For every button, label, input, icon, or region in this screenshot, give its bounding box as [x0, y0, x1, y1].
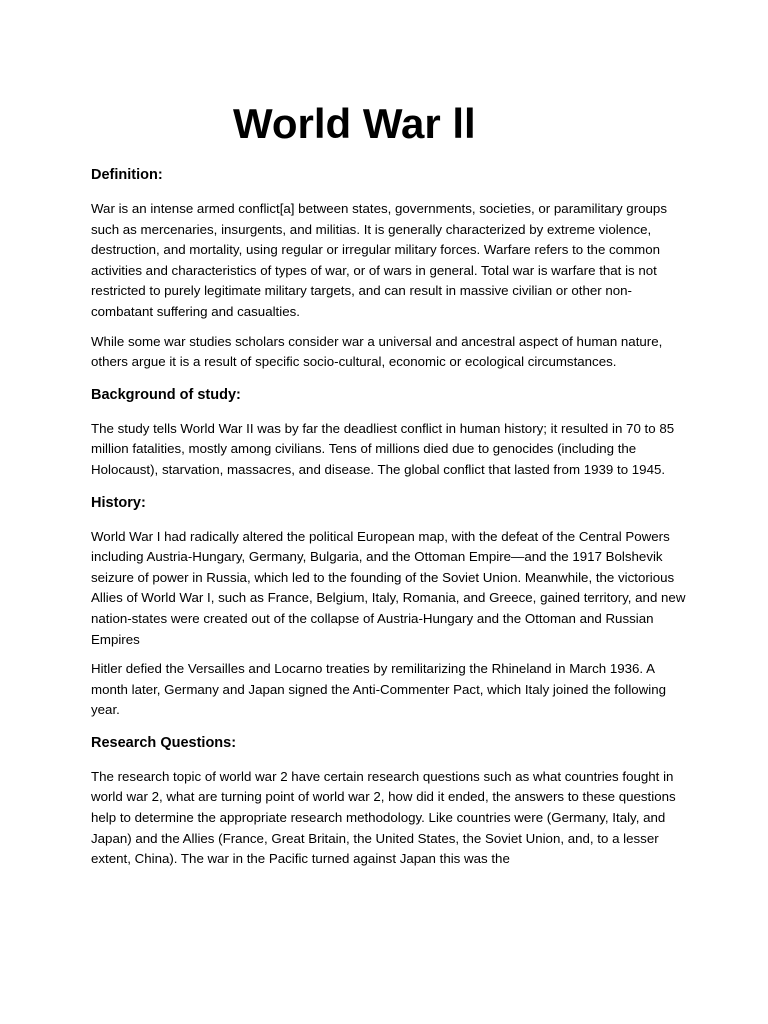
document-body — [91, 165, 687, 879]
section-heading: History: — [91, 494, 146, 511]
paragraph: While some war studies scholars consider war a universal and ancestral aspect of human nature, others argue it is a result of specific socio-cultural, economic or ecological circumstances. — [91, 333, 663, 370]
paragraph: The study tells World War II was by far the deadliest conflict in human history; it resulted in 70 to 85 million fatalities, mostly among civilians. Tens of millions died due to genocides (including the Holocaust), starvation, massacres, and disease. The global conflict that lasted from 1939 to 1945. — [91, 420, 675, 477]
section-background-of-study — [91, 385, 687, 481]
paragraph: The research topic of world war 2 have certain research questions such as what countries fought in world war 2, what are turning point of world war 2, how did it ended, the answers to these questions help to determine the appropriate research methodology. Like countries were (Germany, Italy, and Japan) and the Allies (France, Great Britain, the United States, the Soviet Union, and, to a lesser extent, China). The war in the Pacific turned against Japan this was the — [91, 768, 676, 867]
section-heading: Research Questions: — [91, 734, 237, 751]
section-definition — [91, 165, 687, 373]
document-title: World War ll — [233, 100, 476, 147]
paragraph: World War I had radically altered the political European map, with the defeat of the Central Powers including Austria-Hungary, Germany, Bulgaria, and the Ottoman Empire—and the 1917 Bolshevik seizure of power in Russia, which led to the founding of the Soviet Union. Meanwhile, the victorious Allies of World War I, such as France, Belgium, Italy, Romania, and Greece, gained territory, and new nation-states were created out of the collapse of Austria-Hungary and the Ottoman and Russian Empires — [91, 528, 686, 647]
section-heading: Background of study: — [91, 386, 241, 403]
section-history — [91, 493, 687, 721]
section-heading: Definition: — [91, 167, 163, 183]
section-research-questions — [91, 733, 687, 870]
paragraph: Hitler defied the Versailles and Locarno treaties by remilitarizing the Rhineland in March 1936. A month later, Germany and Japan signed the Anti-Commenter Pact, which Italy joined the following year. — [91, 661, 667, 718]
paragraph: War is an intense armed conflict[a] between states, governments, societies, or paramilitary groups such as mercenaries, insurgents, and militias. It is generally characterized by extreme violence, destruction, and mortality, using regular or irregular military forces. Warfare refers to the common activities and characteristics of types of war, or of wars in general. Total war is warfare that is not restricted to purely legitimate military targets, and can result in massive civilian or other non-combatant suffering and casualties. — [91, 201, 667, 319]
